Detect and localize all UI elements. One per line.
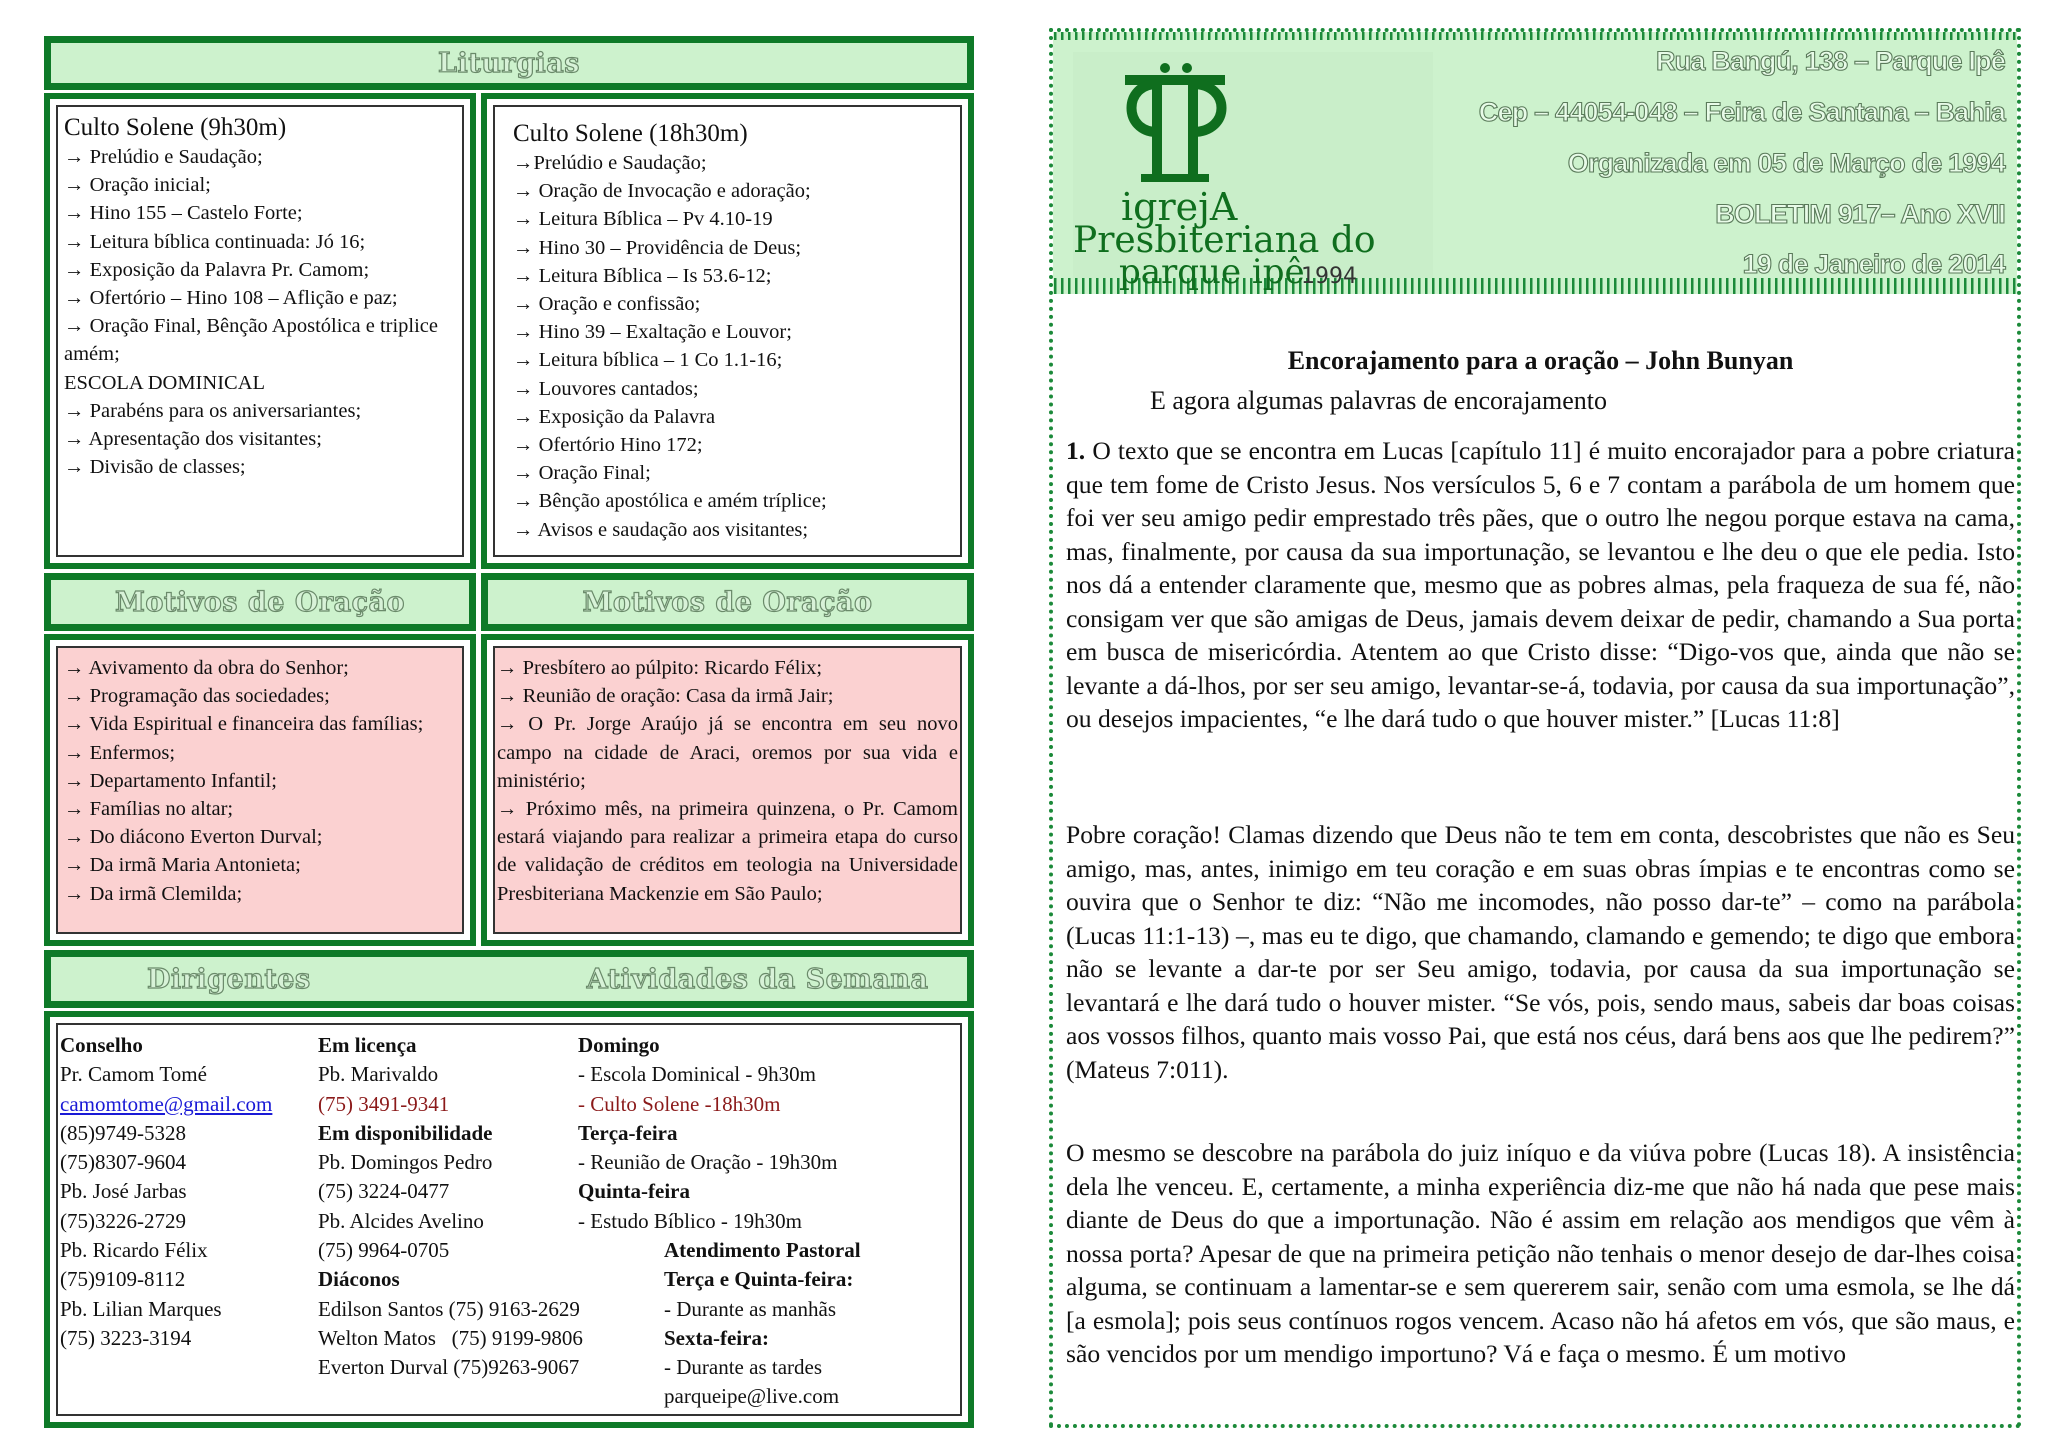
pastoral-column bbox=[664, 1236, 861, 1412]
disponibilidade-label: Em disponibilidade bbox=[318, 1120, 493, 1145]
evening-liturgy-list bbox=[513, 149, 954, 544]
activities-column bbox=[578, 1031, 838, 1236]
address-founded: Organizada em 05 de Março de 1994 bbox=[1567, 148, 2005, 178]
list-item: → Prelúdio e Saudação; bbox=[64, 146, 263, 168]
conselho-column bbox=[60, 1031, 272, 1353]
prayer-left-title: Motivos de Oração bbox=[114, 586, 406, 618]
dirigentes-header bbox=[44, 950, 974, 1008]
article-subtitle: E agora algumas palavras de encorajamento bbox=[1150, 386, 1607, 415]
list-item: → Leitura bíblica continuada: Jó 16; bbox=[64, 230, 366, 253]
logo-area bbox=[1073, 52, 1433, 292]
sexta-label: Sexta-feira: bbox=[664, 1325, 769, 1350]
bulletin-number: BOLETIM 917– Ano XVII bbox=[1715, 199, 2005, 229]
logo-year: 1994 bbox=[1301, 264, 1357, 289]
address-cep: Cep – 44054-048 – Feira de Santana – Bahia bbox=[1478, 97, 2005, 127]
morning-liturgy-list bbox=[64, 143, 456, 481]
list-item: → Louvores cantados; bbox=[513, 377, 699, 400]
dirigentes-title: Dirigentes bbox=[147, 963, 311, 995]
bulletin-date: 19 de Janeiro de 2014 bbox=[1742, 249, 2005, 279]
list-item: → Famílias no altar; bbox=[64, 798, 234, 821]
list-item: → Presbítero ao púlpito: Ricardo Félix; bbox=[497, 657, 823, 679]
conselho-member: Pb. José Jarbas bbox=[60, 1179, 187, 1204]
church-email: parqueipe@live.com bbox=[664, 1384, 840, 1409]
logo-text-presbiteriana: Presbiteriana do bbox=[1073, 220, 1376, 261]
list-item: → Divisão de classes; bbox=[64, 456, 246, 479]
conselho-phone: (75)8307-9604 bbox=[60, 1150, 186, 1175]
list-item: → Oração Final; bbox=[513, 462, 651, 485]
list-item: → Oração Final, Bênção Apostólica e triplice amém; bbox=[64, 315, 439, 366]
prayer-right-list bbox=[495, 648, 960, 910]
conselho-member: Pb. Ricardo Félix bbox=[60, 1238, 208, 1263]
list-item: → Da irmã Maria Antonieta; bbox=[64, 854, 301, 877]
list-item: → Próximo mês, na primeira quinzena, o Pr. Camom estará viajando para realizar a primeira etapa do curso de validação de créditos em teologia na Universidade Presbiteriana Mackenzie em São Paulo; bbox=[497, 798, 958, 905]
list-item: → Parabéns para os aniversariantes; bbox=[64, 399, 362, 422]
address-block bbox=[1445, 42, 2005, 282]
church-logo-icon bbox=[1113, 60, 1243, 190]
list-item: → Avivamento da obra do Senhor; bbox=[64, 657, 349, 679]
atividades-title: Atividades da Semana bbox=[586, 963, 929, 995]
list-item: → Oração inicial; bbox=[64, 174, 211, 197]
diacono-entry: Welton Matos (75) 9199-9806 bbox=[318, 1325, 583, 1350]
list-item: → Vida Espiritual e financeira das famílias; bbox=[64, 713, 424, 736]
conselho-phone: (75)9109-8112 bbox=[60, 1267, 186, 1292]
list-item: → Ofertório – Hino 108 – Aflição e paz; bbox=[64, 287, 398, 310]
conselho-phone: (75)3226-2729 bbox=[60, 1208, 186, 1233]
domingo-activity: - Culto Solene -18h30m bbox=[578, 1091, 781, 1116]
list-item: → Hino 155 – Castelo Forte; bbox=[64, 202, 303, 225]
conselho-label: Conselho bbox=[60, 1033, 143, 1057]
domingo-label: Domingo bbox=[578, 1033, 660, 1057]
domingo-activity: - Escola Dominical - 9h30m bbox=[578, 1062, 816, 1087]
article-paragraph-3: O mesmo se descobre na parábola do juiz iníquo e da viúva pobre (Lucas 18). A insistência dela lhe venceu. E, certamente, a minha experiência diz-me que não há nada que pese mais diante de Deus do que a importunação. Não é assim em relação aos mendigos que vêm à nossa porta? Apesar de que na primeira petição não tenhais o menor desejo de dar-lhes coisa alguma, se continuam a lamentar-se e sem quererem sair, senão com uma esmola, se lhe dá [a esmola]; pois seus contínuos rogos vencem. Acaso não há afetos em vós, que são maus, e são vencidos por um mendigo importuno? Vá e faça o mesmo. É um motivo bbox=[1066, 1138, 2015, 1368]
article-paragraph-2: Pobre coração! Clamas dizendo que Deus não te tem em conta, descobristes que não es Seu amigo, mas, antes, inimigo em teu coração e em suas obras ímpias e te encontras como se ouvira que o Senhor te diz: “Não me incomodes, não posso dar-te” – como na parábola (Lucas 11:1-13) –, mas eu te digo, que chamando, clamando e gemendo; te digo que embora não se levante a dar-te por ser Seu amigo, todavia, por causa da sua importunação se levantará e lhe dará tudo o houver mister. “Se vós, pois, sendo maus, sabeis dar boas coisas aos vossos filhos, quanto mais vosso Pai, que está nos céus, dará bens aos que lhe pedirem?” (Mateus 7:011). bbox=[1066, 820, 2015, 1084]
morning-liturgy-title: Culto Solene (9h30m) bbox=[64, 114, 287, 141]
prayer-right-title: Motivos de Oração bbox=[582, 586, 873, 618]
list-item: → Oração e confissão; bbox=[513, 293, 701, 316]
quinta-activity: - Estudo Bíblico - 19h30m bbox=[578, 1208, 802, 1233]
paragraph-1-text: O texto que se encontra em Lucas [capítulo 11] é muito encorajador para a pobre criatura que tem fome de Cristo Jesus. Nos versículos 5, 6 e 7 contam a parábola de um homem que foi ver seu amigo pedir emprestado três pães, que o outro lhe negou porque estava na cama, mas, finalmente, por causa da sua importunação, se levantou e lhe deu o que ele pedia. Isto nos dá a entender claramente que, mesmo que as pobres almas, pela fraqueza de sua fé, não consigam ver que são amigas de Deus, jamais devem deixar de pedir, chamando a Sua porta em busca de misericórdia. Atentem ao que Cristo disse: “Digo-vos que, ainda que não se levante a dá-lhos, por ser seu amigo, levantar-se-á, todavia, por causa da sua importunação”, ou desejos impacientes, “e lhe dará tudo o que houver mister.” [Lucas 11:8] bbox=[1066, 436, 2016, 733]
disponibilidade-phone: (75) 3224-0477 bbox=[318, 1179, 450, 1204]
list-item: → Exposição da Palavra Pr. Camom; bbox=[64, 258, 370, 281]
list-item: → Ofertório Hino 172; bbox=[513, 434, 703, 457]
evening-liturgy-title: Culto Solene (18h30m) bbox=[513, 120, 748, 147]
conselho-phone: (85)9749-5328 bbox=[60, 1120, 186, 1145]
prayer-left-list bbox=[58, 648, 462, 910]
list-item: → Hino 30 – Providência de Deus; bbox=[513, 236, 802, 259]
list-item: → Avisos e saudação aos visitantes; bbox=[513, 518, 809, 541]
diacono-entry: Edilson Santos (75) 9163-2629 bbox=[318, 1296, 580, 1321]
list-item: → Leitura Bíblica – Is 53.6-12; bbox=[513, 264, 772, 287]
list-item: → Enfermos; bbox=[64, 741, 176, 764]
diaconos-label: Diáconos bbox=[318, 1267, 400, 1292]
terca-quinta-label: Terça e Quinta-feira: bbox=[664, 1267, 854, 1292]
pastor-email-link[interactable]: camomtome@gmail.com bbox=[60, 1091, 273, 1116]
list-item: → Leitura Bíblica – Pv 4.10-19 bbox=[513, 208, 773, 231]
disponibilidade-name: Pb. Alcides Avelino bbox=[318, 1208, 484, 1233]
leaders-column bbox=[318, 1031, 583, 1383]
address-street: Rua Bangú, 138 – Parque Ipê bbox=[1655, 46, 2005, 76]
licenca-label: Em licença bbox=[318, 1033, 417, 1057]
list-item: → Apresentação dos visitantes; bbox=[64, 428, 322, 451]
list-item: → O Pr. Jorge Araújo já se encontra em seu novo campo na cidade de Araci, oremos por sua vida e ministério; bbox=[497, 713, 958, 792]
list-item: → Programação das sociedades; bbox=[64, 685, 330, 708]
sexta-schedule: - Durante as tardes bbox=[664, 1355, 823, 1380]
list-item: → Do diácono Everton Durval; bbox=[64, 826, 323, 849]
conselho-pastor: Pr. Camom Tomé bbox=[60, 1062, 207, 1087]
list-item: → Oração de Invocação e adoração; bbox=[513, 180, 811, 203]
logo-text-parque: parque ipê bbox=[1119, 252, 1305, 292]
terca-quinta-schedule: - Durante as manhãs bbox=[664, 1296, 837, 1321]
list-item: →Prelúdio e Saudação; bbox=[513, 152, 707, 174]
list-item: → Departamento Infantil; bbox=[64, 769, 277, 792]
liturgias-header bbox=[44, 36, 974, 90]
list-item: → Reunião de oração: Casa da irmã Jair; bbox=[497, 685, 834, 708]
conselho-phone: (75) 3223-3194 bbox=[60, 1325, 192, 1350]
morning-liturgy-box bbox=[44, 93, 476, 569]
prayer-left-header bbox=[44, 573, 476, 631]
list-item: ESCOLA DOMINICAL bbox=[64, 371, 266, 394]
liturgias-title: Liturgias bbox=[438, 47, 580, 79]
licenca-name: Pb. Marivaldo bbox=[318, 1062, 439, 1087]
atendimento-label: Atendimento Pastoral bbox=[664, 1238, 861, 1262]
terca-label: Terça-feira bbox=[578, 1120, 678, 1145]
logo-text-igreja: igrejA bbox=[1121, 185, 1238, 229]
disponibilidade-name: Pb. Domingos Pedro bbox=[318, 1150, 493, 1175]
list-item: → Da irmã Clemilda; bbox=[64, 882, 243, 905]
list-item: → Leitura bíblica – 1 Co 1.1-16; bbox=[513, 349, 783, 372]
header-banner bbox=[1053, 32, 2017, 294]
prayer-right-header bbox=[481, 573, 974, 631]
list-item: → Exposição da Palavra bbox=[513, 405, 716, 428]
conselho-member: Pb. Lilian Marques bbox=[60, 1296, 222, 1321]
article-title: Encorajamento para a oração – John Bunyan bbox=[1287, 346, 1794, 375]
evening-liturgy-box bbox=[481, 93, 974, 569]
terca-activity: - Reunião de Oração - 19h30m bbox=[578, 1150, 838, 1175]
dirigentes-box bbox=[44, 1011, 974, 1428]
prayer-right-box bbox=[481, 634, 974, 946]
article-paragraph-1 bbox=[1066, 434, 2015, 736]
diacono-entry: Everton Durval (75)9263-9067 bbox=[318, 1355, 580, 1380]
licenca-phone: (75) 3491-9341 bbox=[318, 1091, 450, 1116]
quinta-label: Quinta-feira bbox=[578, 1179, 690, 1204]
paragraph-number: 1. bbox=[1066, 436, 1086, 465]
list-item: → Hino 39 – Exaltação e Louvor; bbox=[513, 321, 792, 344]
disponibilidade-phone: (75) 9964-0705 bbox=[318, 1238, 450, 1263]
prayer-left-box bbox=[44, 634, 476, 946]
list-item: → Bênção apostólica e amém tríplice; bbox=[513, 490, 827, 513]
